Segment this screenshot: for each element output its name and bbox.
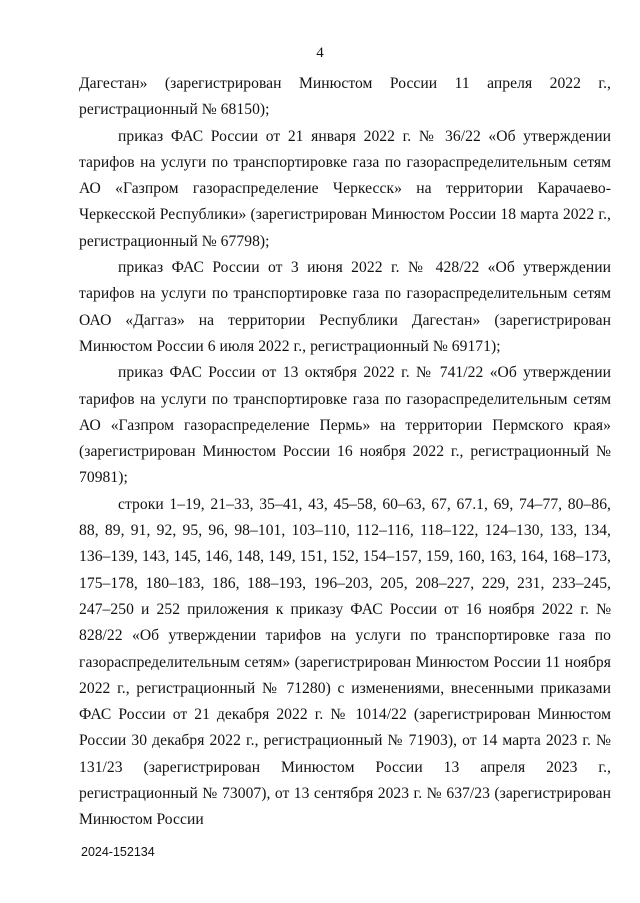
- paragraph-rows-list: строки 1–19, 21–33, 35–41, 43, 45–58, 60–63, 67, 67.1, 69, 74–77, 80–86, 88, 89, 91, 92, 95, 96, 98–101, 103–110, 112–116, 118–122, 124–130, 133, 134, 136–139, 143, 145, 146, 148, 149, 151, 152, 154–157, 159, 160, 163, 164, 168–173, 175–178, 180–183, 186, 188–193, 196–203, 205, 208–227, 229, 231, 233–245, 247–250 и 252 приложения к приказу ФАС России от 16 ноября 2022 г. № 828/22 «Об утверждении тарифов на услуги по транспортировке газа по газораспределительным сетям» (зарегистрирован Минюстом России 11 ноября 2022 г., регистрационный № 71280) с изменениями, внесенными приказами ФАС России от 21 декабря 2022 г. № 1014/22 (зарегистрирован Минюстом России 30 декабря 2022 г., регистрационный № 71903), от 14 марта 2023 г. № 131/23 (зарегистрирован Минюстом России 13 апреля 2023 г., регистрационный № 73007), от 13 сентября 2023 г. № 637/23 (зарегистрирован Минюстом России: [79, 495, 611, 829]
- paragraph-order-741-22: приказ ФАС России от 13 октября 2022 г. № 741/22 «Об утверждении тарифов на услуги по транспортировке газа по газораспределительным сетям АО «Газпром газораспределение Пермь» на территории Пермского края» (зарегистрирован Минюстом России 16 ноября 2022 г., регистрационный № 70981);: [79, 364, 611, 487]
- document-body: [79, 71, 611, 834]
- page-number: 4: [316, 45, 324, 61]
- paragraph-order-428-22: приказ ФАС России от 3 июня 2022 г. № 428/22 «Об утверждении тарифов на услуги по транспортировке газа по газораспределительным сетям ОАО «Даггаз» на территории Республики Дагестан» (зарегистрирован Минюстом России 6 июля 2022 г., регистрационный № 69171);: [79, 259, 611, 355]
- paragraph-continuation: Дагестан» (зарегистрирован Минюстом России 11 апреля 2022 г., регистрационный № 68150);: [79, 75, 611, 119]
- document-code: 2024-152134: [81, 845, 155, 859]
- paragraph-order-36-22: приказ ФАС России от 21 января 2022 г. № 36/22 «Об утверждении тарифов на услуги по транспортировке газа по газораспределительным сетям АО «Газпром газораспределение Черкесск» на территории Карачаево-Черкесской Республики» (зарегистрирован Минюстом России 18 марта 2022 г., регистрационный № 67798);: [79, 127, 611, 250]
